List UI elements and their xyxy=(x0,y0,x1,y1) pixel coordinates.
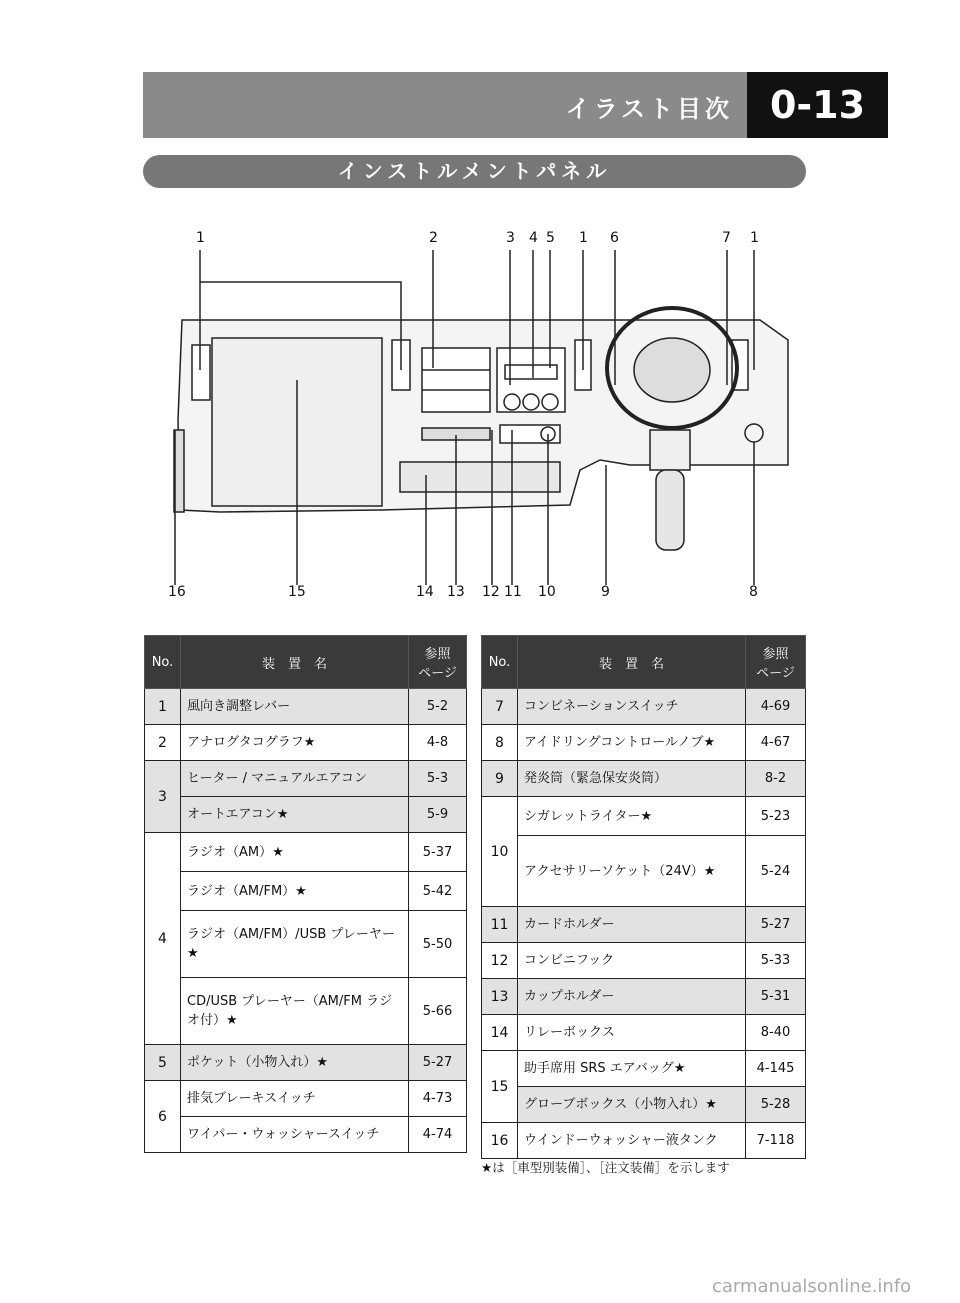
table-row xyxy=(482,797,806,836)
table-row xyxy=(145,1081,467,1117)
callout-top-3: 3 xyxy=(506,230,515,246)
header-ref: 参照 ページ xyxy=(746,636,806,689)
row-name: ポケット（小物入れ）★ xyxy=(181,1045,409,1081)
row-page: 5-28 xyxy=(746,1087,806,1123)
callout-top-2: 2 xyxy=(429,230,438,246)
row-name: CD/USB プレーヤー（AM/FM ラジオ付）★ xyxy=(181,978,409,1045)
row-no: 4 xyxy=(145,833,181,1045)
callout-bottom-16: 16 xyxy=(168,584,186,600)
table-row xyxy=(482,1015,806,1051)
row-name: コンビニフック xyxy=(518,943,746,979)
callout-top-5: 5 xyxy=(546,230,555,246)
equipment-note: ★は［車型別装備］、［注文装備］を示します xyxy=(481,1160,730,1175)
row-page: 4-74 xyxy=(409,1117,467,1153)
callout-bottom-8: 8 xyxy=(749,584,758,600)
row-name: シガレットライター★ xyxy=(518,797,746,836)
table-row xyxy=(145,761,467,797)
header-name: 装 置 名 xyxy=(181,636,409,689)
callout-top-1: 1 xyxy=(196,230,205,246)
row-page: 5-9 xyxy=(409,797,467,833)
callout-bottom-9: 9 xyxy=(601,584,610,600)
header-ref: 参照 ページ xyxy=(409,636,467,689)
row-no: 2 xyxy=(145,725,181,761)
callout-top-7: 7 xyxy=(722,230,731,246)
row-page: 4-73 xyxy=(409,1081,467,1117)
table-row xyxy=(145,689,467,725)
table-row xyxy=(145,1045,467,1081)
table-row xyxy=(145,1117,467,1153)
callout-top-1b: 1 xyxy=(579,230,588,246)
instrument-panel-illustration xyxy=(160,220,800,610)
table-row xyxy=(145,872,467,911)
row-name: アイドリングコントロールノブ★ xyxy=(518,725,746,761)
row-page: 5-66 xyxy=(409,978,467,1045)
header-no: No. xyxy=(145,636,181,689)
table-header-row xyxy=(145,636,467,689)
header-no: No. xyxy=(482,636,518,689)
table-row xyxy=(482,1087,806,1123)
table-row xyxy=(145,833,467,872)
row-page: 4-67 xyxy=(746,725,806,761)
row-name: 助手席用 SRS エアバッグ★ xyxy=(518,1051,746,1087)
row-page: 4-69 xyxy=(746,689,806,725)
row-name: アクセサリーソケット（24V）★ xyxy=(518,836,746,907)
row-no: 14 xyxy=(482,1015,518,1051)
table-row xyxy=(145,911,467,978)
table-row xyxy=(145,725,467,761)
table-row xyxy=(482,907,806,943)
row-page: 5-27 xyxy=(746,907,806,943)
row-name: カードホルダー xyxy=(518,907,746,943)
row-page: 5-50 xyxy=(409,911,467,978)
row-no: 5 xyxy=(145,1045,181,1081)
row-no: 7 xyxy=(482,689,518,725)
row-page: 4-145 xyxy=(746,1051,806,1087)
row-name: 発炎筒（緊急保安炎筒） xyxy=(518,761,746,797)
row-name: 風向き調整レバー xyxy=(181,689,409,725)
row-no: 16 xyxy=(482,1123,518,1159)
callout-top-6: 6 xyxy=(610,230,619,246)
row-name: ヒーター / マニュアルエアコン xyxy=(181,761,409,797)
row-name: コンビネーションスイッチ xyxy=(518,689,746,725)
row-name: オートエアコン★ xyxy=(181,797,409,833)
header-title: イラスト目次 xyxy=(565,95,733,123)
row-no: 1 xyxy=(145,689,181,725)
row-page: 8-40 xyxy=(746,1015,806,1051)
callout-bottom-10: 10 xyxy=(538,584,556,600)
row-no: 8 xyxy=(482,725,518,761)
row-name: ワイパー・ウォッシャースイッチ xyxy=(181,1117,409,1153)
row-page: 5-24 xyxy=(746,836,806,907)
row-no: 10 xyxy=(482,797,518,907)
row-name: ラジオ（AM/FM）/USB プレーヤー★ xyxy=(181,911,409,978)
header-name: 装 置 名 xyxy=(518,636,746,689)
row-page: 5-23 xyxy=(746,797,806,836)
row-no: 9 xyxy=(482,761,518,797)
callout-bottom-13: 13 xyxy=(447,584,465,600)
row-name: リレーボックス xyxy=(518,1015,746,1051)
row-name: ウインドーウォッシャー液タンク xyxy=(518,1123,746,1159)
row-name: ラジオ（AM）★ xyxy=(181,833,409,872)
table-row xyxy=(482,943,806,979)
table-row xyxy=(482,836,806,907)
table-row xyxy=(482,1051,806,1087)
row-name: カップホルダー xyxy=(518,979,746,1015)
row-no: 13 xyxy=(482,979,518,1015)
row-page: 8-2 xyxy=(746,761,806,797)
callout-bottom-11: 11 xyxy=(504,584,522,600)
row-page: 7-118 xyxy=(746,1123,806,1159)
callout-bottom-15: 15 xyxy=(288,584,306,600)
watermark: carmanualsonline.info xyxy=(712,1276,912,1297)
header-bar xyxy=(143,72,747,138)
row-page: 5-27 xyxy=(409,1045,467,1081)
row-page: 5-31 xyxy=(746,979,806,1015)
table-row xyxy=(482,761,806,797)
row-page: 5-33 xyxy=(746,943,806,979)
page-number: 0-13 xyxy=(747,72,888,138)
row-no: 12 xyxy=(482,943,518,979)
callout-top-4: 4 xyxy=(529,230,538,246)
table-row xyxy=(145,797,467,833)
row-page: 5-3 xyxy=(409,761,467,797)
row-no: 6 xyxy=(145,1081,181,1153)
callout-top-1c: 1 xyxy=(750,230,759,246)
table-row xyxy=(145,978,467,1045)
table-row xyxy=(482,689,806,725)
row-no: 11 xyxy=(482,907,518,943)
row-page: 5-42 xyxy=(409,872,467,911)
row-page: 4-8 xyxy=(409,725,467,761)
row-no: 15 xyxy=(482,1051,518,1123)
row-page: 5-37 xyxy=(409,833,467,872)
device-table-right xyxy=(481,635,806,1159)
device-table-left xyxy=(144,635,467,1153)
row-page: 5-2 xyxy=(409,689,467,725)
table-row xyxy=(482,979,806,1015)
instrument-panel-diagram xyxy=(160,220,800,610)
row-name: グローブボックス（小物入れ）★ xyxy=(518,1087,746,1123)
table-header-row xyxy=(482,636,806,689)
row-name: ラジオ（AM/FM）★ xyxy=(181,872,409,911)
table-row xyxy=(482,725,806,761)
callout-bottom-14: 14 xyxy=(416,584,434,600)
section-title: インストルメントパネル xyxy=(143,155,806,188)
row-no: 3 xyxy=(145,761,181,833)
row-name: アナログタコグラフ★ xyxy=(181,725,409,761)
callout-bottom-12: 12 xyxy=(482,584,500,600)
table-row xyxy=(482,1123,806,1159)
row-name: 排気ブレーキスイッチ xyxy=(181,1081,409,1117)
